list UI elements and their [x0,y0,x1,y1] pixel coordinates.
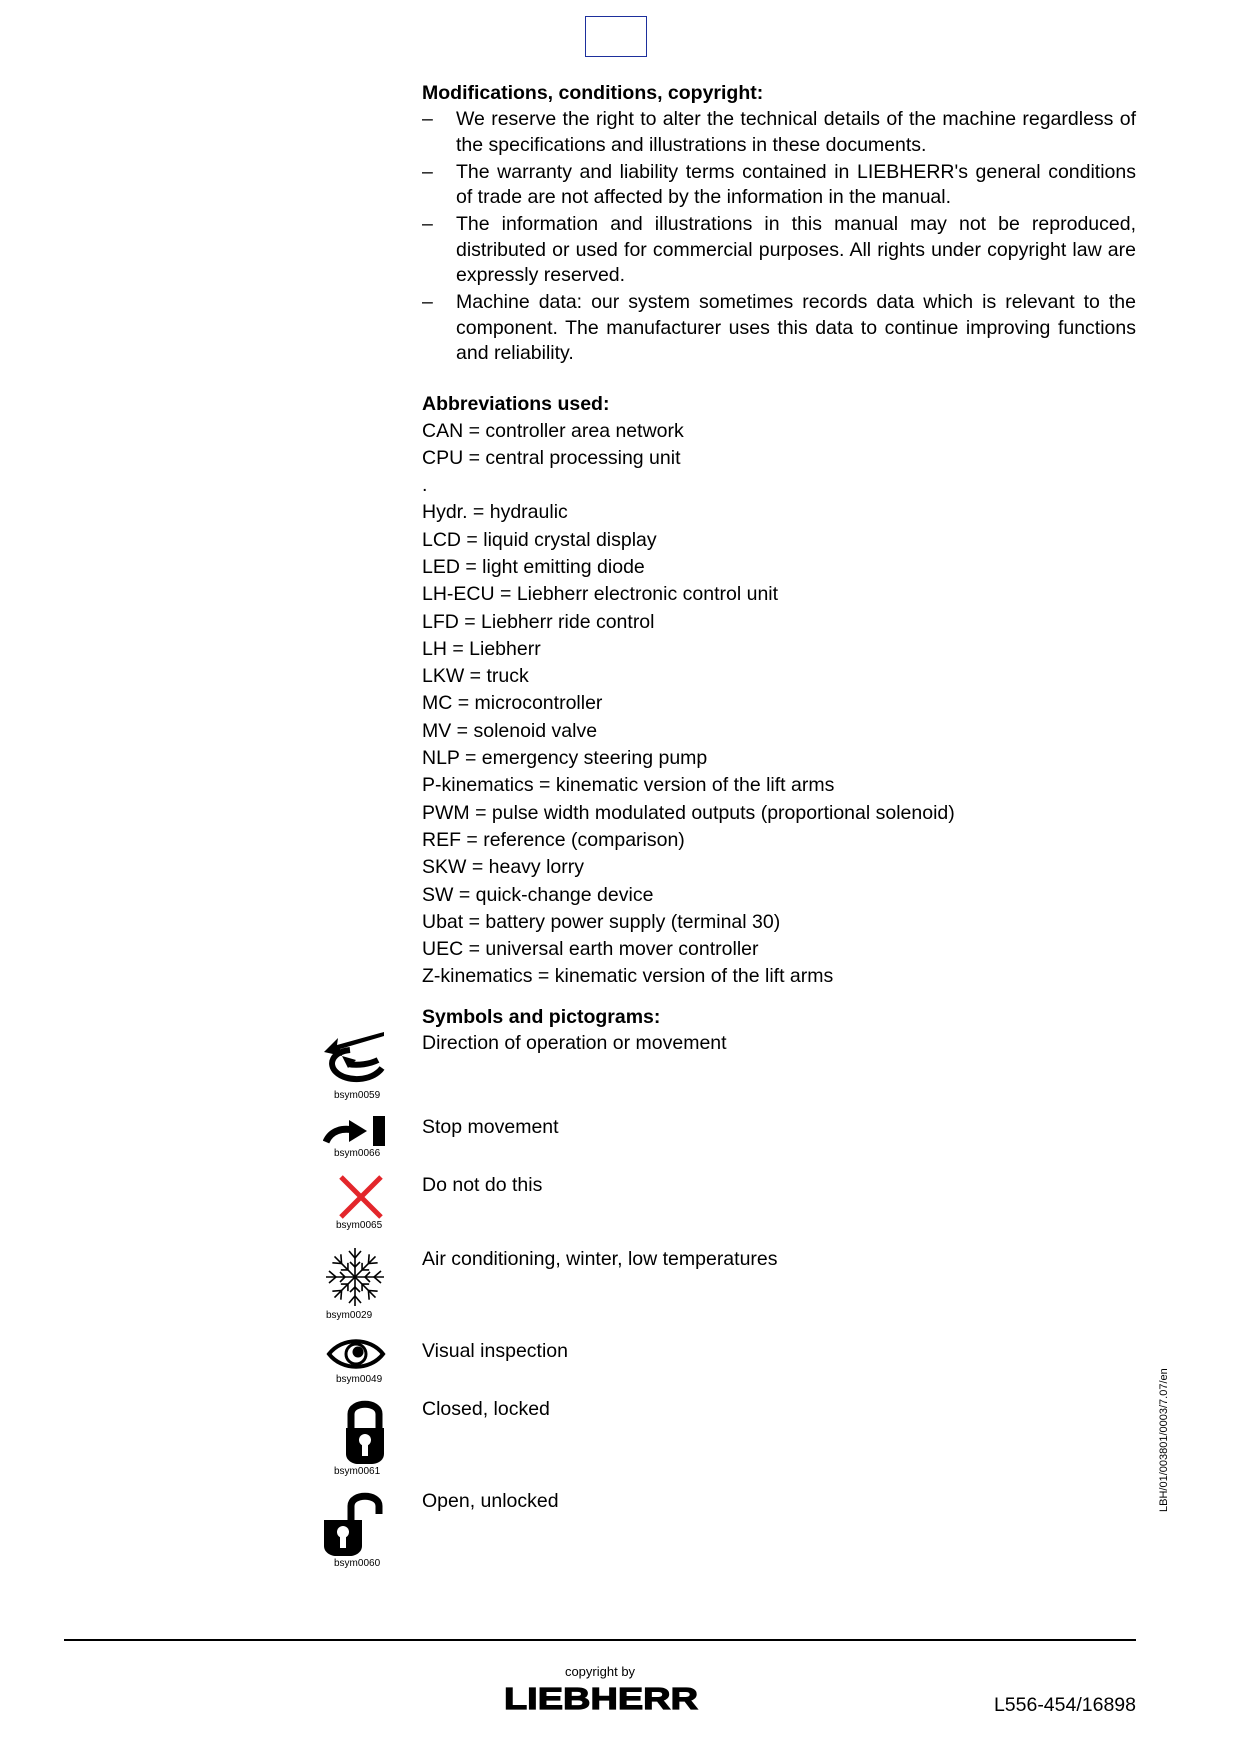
symbol-code: bsym0061 [334,1466,381,1477]
modifications-list [422,107,1136,367]
list-item: MC = microcontroller [422,692,603,715]
list-item: MV = solenoid valve [422,719,598,742]
stop-movement-icon [323,1116,387,1146]
svg-text:LIEBHERR: LIEBHERR [504,1684,698,1712]
symbols-heading: Symbols and pictograms: [422,1005,661,1028]
list-item: NLP = emergency steering pump [422,747,708,770]
footer-divider [64,1639,1136,1641]
symbol-label: Closed, locked [422,1398,550,1420]
top-frame-box [585,16,647,57]
symbol-code: bsym0065 [336,1220,383,1231]
modifications-heading: Modifications, conditions, copyright: [422,82,764,104]
symbol-label: Air conditioning, winter, low temperatures [422,1248,778,1270]
list-item: LED = light emitting diode [422,555,645,578]
list-item: LH = Liebherr [422,637,541,660]
copyright-text: copyright by [564,1664,636,1679]
closed-lock-icon [344,1398,386,1464]
document-number: L556-454/16898 [993,1694,1136,1716]
symbol-label: Do not do this [422,1174,543,1196]
list-item: PWM = pulse width modulated outputs (proportional solenoid) [422,801,955,824]
symbol-code: bsym0059 [334,1090,381,1101]
list-item: . [422,474,428,497]
list-item: Z-kinematics = kinematic version of the lift arms [422,965,834,988]
abbreviations-section [422,391,1136,991]
red-cross-icon [338,1174,384,1220]
symbol-label: Direction of operation or movement [422,1032,727,1054]
eye-icon [326,1336,386,1372]
symbol-label: Stop movement [422,1116,559,1138]
list-item: – The warranty and liability terms contained in LIEBHERR's general conditions of trade are not affected by the information in the manual. [422,160,1136,208]
list-item: – The information and illustrations in this manual may not be reproduced, distributed or used for commercial purposes. All rights under copyright law are expressly reserved. [422,213,1136,286]
liebherr-logo [503,1684,699,1712]
symbol-code: bsym0029 [326,1310,373,1321]
open-lock-icon [322,1490,386,1556]
list-item: LFD = Liebherr ride control [422,610,655,633]
list-item: – Machine data: our system sometimes records data which is relevant to the component. The manufacturer uses this data to continue improving functions and reliability. [422,291,1136,364]
main-content [422,80,1136,1031]
list-item: LKW = truck [422,665,529,688]
symbol-code: bsym0060 [334,1558,381,1569]
list-item: LH-ECU = Liebherr electronic control unit [422,583,779,606]
list-item: Ubat = battery power supply (terminal 30) [422,910,781,933]
snowflake-icon [324,1246,386,1308]
side-reference-code: LBH/01/003801/0003/7.07/en [1158,1368,1170,1512]
list-item: SW = quick-change device [422,883,654,906]
list-item: CAN = controller area network [422,419,684,442]
list-item: REF = reference (comparison) [422,828,685,851]
list-item: SKW = heavy lorry [422,856,585,879]
list-item: – We reserve the right to alter the technical details of the machine regardless of the specifications and illustrations in these documents. [422,108,1136,156]
list-item: Hydr. = hydraulic [422,501,568,524]
list-item: CPU = central processing unit [422,446,681,469]
symbol-code: bsym0049 [336,1374,383,1385]
list-item: UEC = universal earth mover controller [422,938,759,961]
direction-arrow-icon [322,1030,388,1090]
list-item: LCD = liquid crystal display [422,528,657,551]
list-item: P-kinematics = kinematic version of the lift arms [422,774,835,797]
symbol-code: bsym0066 [334,1148,381,1159]
abbreviations-heading: Abbreviations used: [422,392,610,415]
symbol-label: Visual inspection [422,1340,568,1362]
symbol-label: Open, unlocked [422,1490,559,1512]
